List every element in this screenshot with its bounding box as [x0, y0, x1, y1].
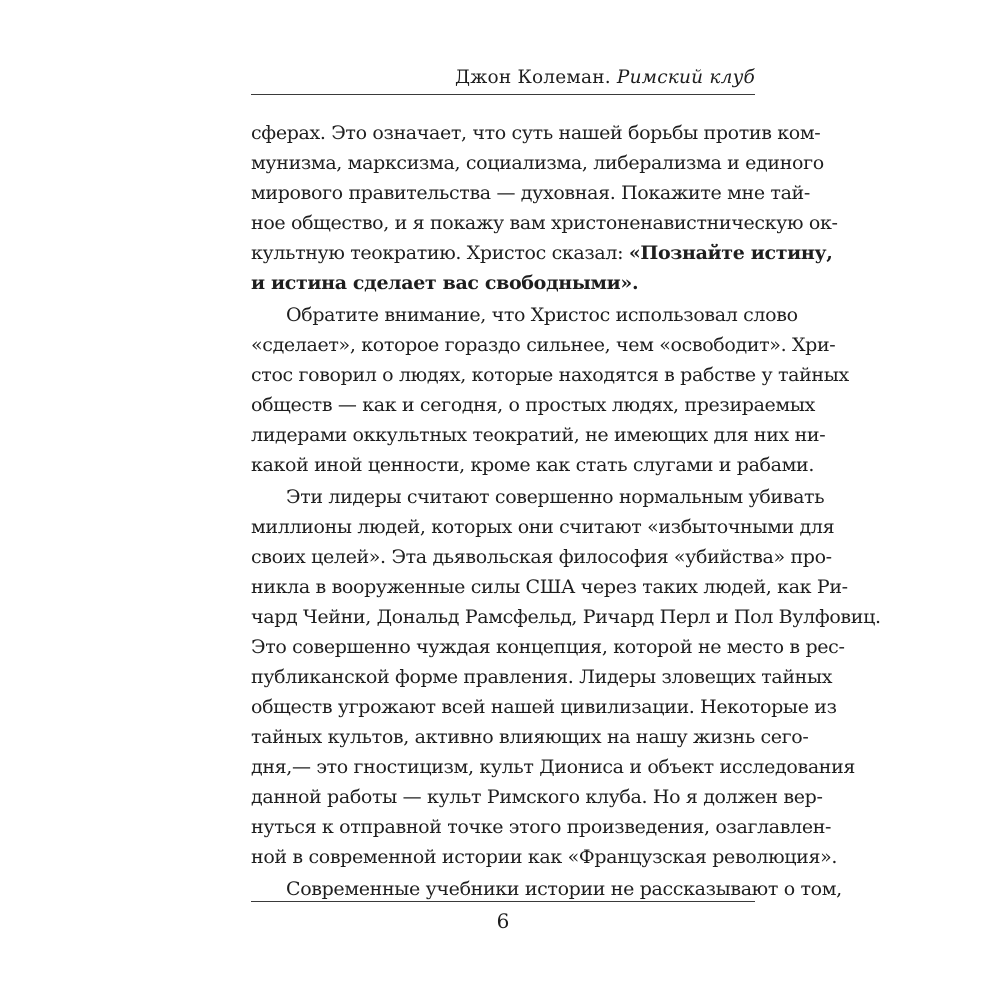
text-line: стос говорил о людях, которые находятся в рабстве у тайных — [251, 364, 849, 386]
page-number: 6 — [496, 909, 510, 933]
text-line: ное общество, и я покажу вам христоненавистническую ок- — [251, 212, 838, 234]
running-head-author: Джон Колеман. — [455, 67, 611, 88]
text-line: мунизма, марксизма, социализма, либерализма и единого — [251, 152, 824, 174]
bold-quote: «Познайте истину, — [628, 242, 833, 264]
text-line: ной в современной истории как «Французская революция». — [251, 846, 838, 868]
text-line: тайных культов, активно влияющих на нашу жизнь сего- — [251, 726, 809, 748]
text-line: сферах. Это означает, что суть нашей борьбы против ком- — [251, 122, 821, 144]
text-line: лидерами оккультных теократий, не имеющих для них ни- — [251, 424, 826, 446]
text-line — [251, 268, 755, 298]
text-line: мирового правительства — духовная. Покажите мне тай- — [251, 182, 810, 204]
text-line: Обратите внимание, что Христос использовал слово — [286, 304, 798, 326]
text-line: Современные учебники истории не рассказывают о том, — [286, 878, 842, 900]
text-line: Это совершенно чуждая концепция, которой не место в рес- — [251, 636, 845, 658]
text-line: Эти лидеры считают совершенно нормальным убивать — [286, 486, 825, 508]
text-line: публиканской форме правления. Лидеры зловещих тайных — [251, 666, 833, 688]
text-line: обществ — как и сегодня, о простых людях, презираемых — [251, 394, 816, 416]
running-head — [251, 66, 755, 90]
text-line: миллионы людей, которых они считают «избыточными для — [251, 516, 835, 538]
text-line: какой иной ценности, кроме как стать слугами и рабами. — [251, 454, 815, 476]
header-rule — [251, 94, 755, 95]
running-head-book-title: Римский клуб — [616, 67, 755, 88]
text-line: обществ угрожают всей нашей цивилизации. Некоторые из — [251, 696, 837, 718]
text-line: нуться к отправной точке этого произведения, озаглавлен- — [251, 816, 832, 838]
text-line: культную теократию. Христос сказал: «Познайте истину, — [251, 242, 833, 264]
text-line: своих целей». Эта дьявольская философия «убийства» про- — [251, 546, 832, 568]
text-line: дня,— это гностицизм, культ Диониса и объект исследования — [251, 756, 856, 778]
footer-rule — [251, 901, 755, 902]
text-line: чард Чейни, Дональд Рамсфельд, Ричард Перл и Пол Вулфовиц. — [251, 606, 881, 628]
bold-quote: и истина сделает вас свободными». — [251, 272, 639, 294]
text-line: данной работы — культ Римского клуба. Но я должен вер- — [251, 786, 823, 808]
text-line: никла в вооруженные силы США через таких людей, как Ри- — [251, 576, 848, 598]
text-line: «сделает», которое гораздо сильнее, чем «освободит». Хри- — [251, 334, 836, 356]
